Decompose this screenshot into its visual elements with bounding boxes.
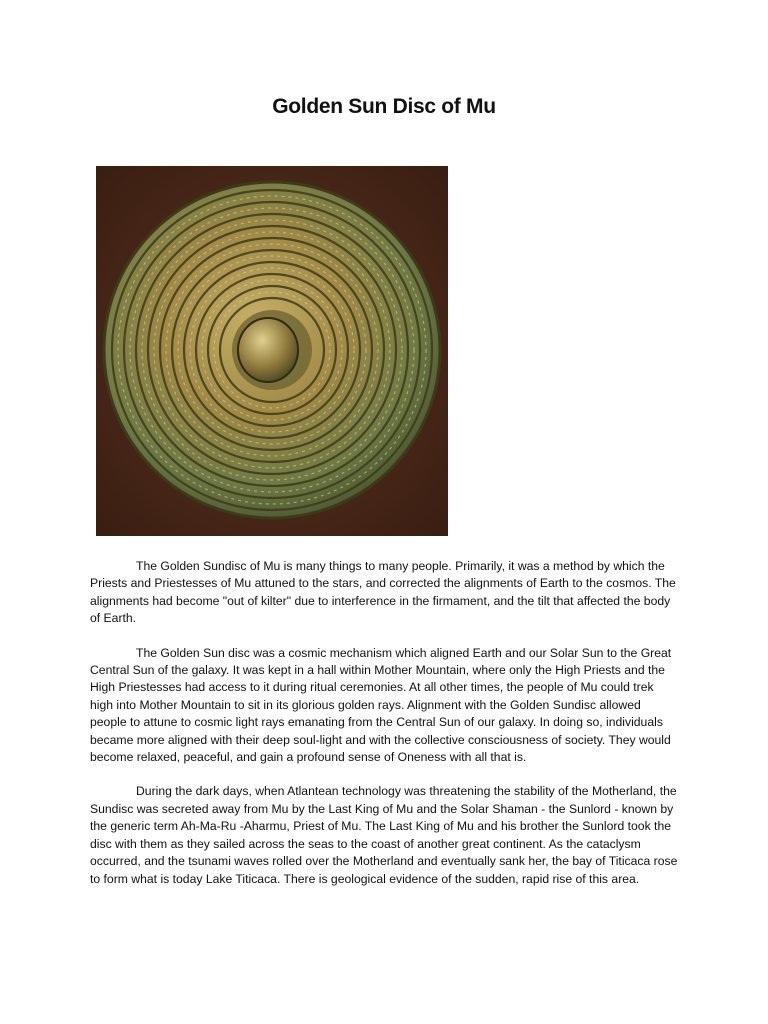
paragraph-2: The Golden Sun disc was a cosmic mechanism which aligned Earth and our Solar Sun to the Great Central Sun of the galaxy. It was kept in a hall within Mother Mountain, where only the High Priests and the High Priestesses had access to it during ritual ceremonies. At all other times, the people of Mu could trek high into Mother Mountain to sit in its glorious golden rays. Alignment with the Golden Sundisc allowed people to attune to cosmic light rays emanating from the Central Sun of our galaxy. In doing so, individuals became more aligned with their deep soul-light and with the collective consciousness of society. They would become relaxed, peaceful, and gain a profound sense of Oneness with all that is. [90, 645, 672, 765]
paragraph-3: During the dark days, when Atlantean technology was threatening the stability of the Motherland, the Sundisc was secreted away from Mu by the Last King of Mu and the Solar Shaman - the Sunlord - known by the generic term Ah-Ma-Ru -Aharmu, Priest of Mu. The Last King of Mu and his brother the Sunlord took the disc with them as they sailed across the seas to the coast of another great continent. As the cataclysm occurred, and the tsunami waves rolled over the Motherland and eventually sank her, the bay of Titicaca rose to form what is today Lake Titicaca. There is geological evidence of the sudden, rapid rise of this area. [90, 784, 678, 886]
sun-disc-illustration [96, 166, 448, 536]
page-title: Golden Sun Disc of Mu [272, 95, 496, 118]
body-text [90, 558, 678, 905]
sun-disc-photo [96, 166, 448, 536]
paragraph-1: The Golden Sundisc of Mu is many things to many people. Primarily, it was a method by which the Priests and Priestesses of Mu attuned to the stars, and corrected the alignments of Earth to the cosmos. The alignments had become "out of kilter" due to interference in the firmament, and the tilt that affected the body of Earth. [90, 559, 676, 626]
